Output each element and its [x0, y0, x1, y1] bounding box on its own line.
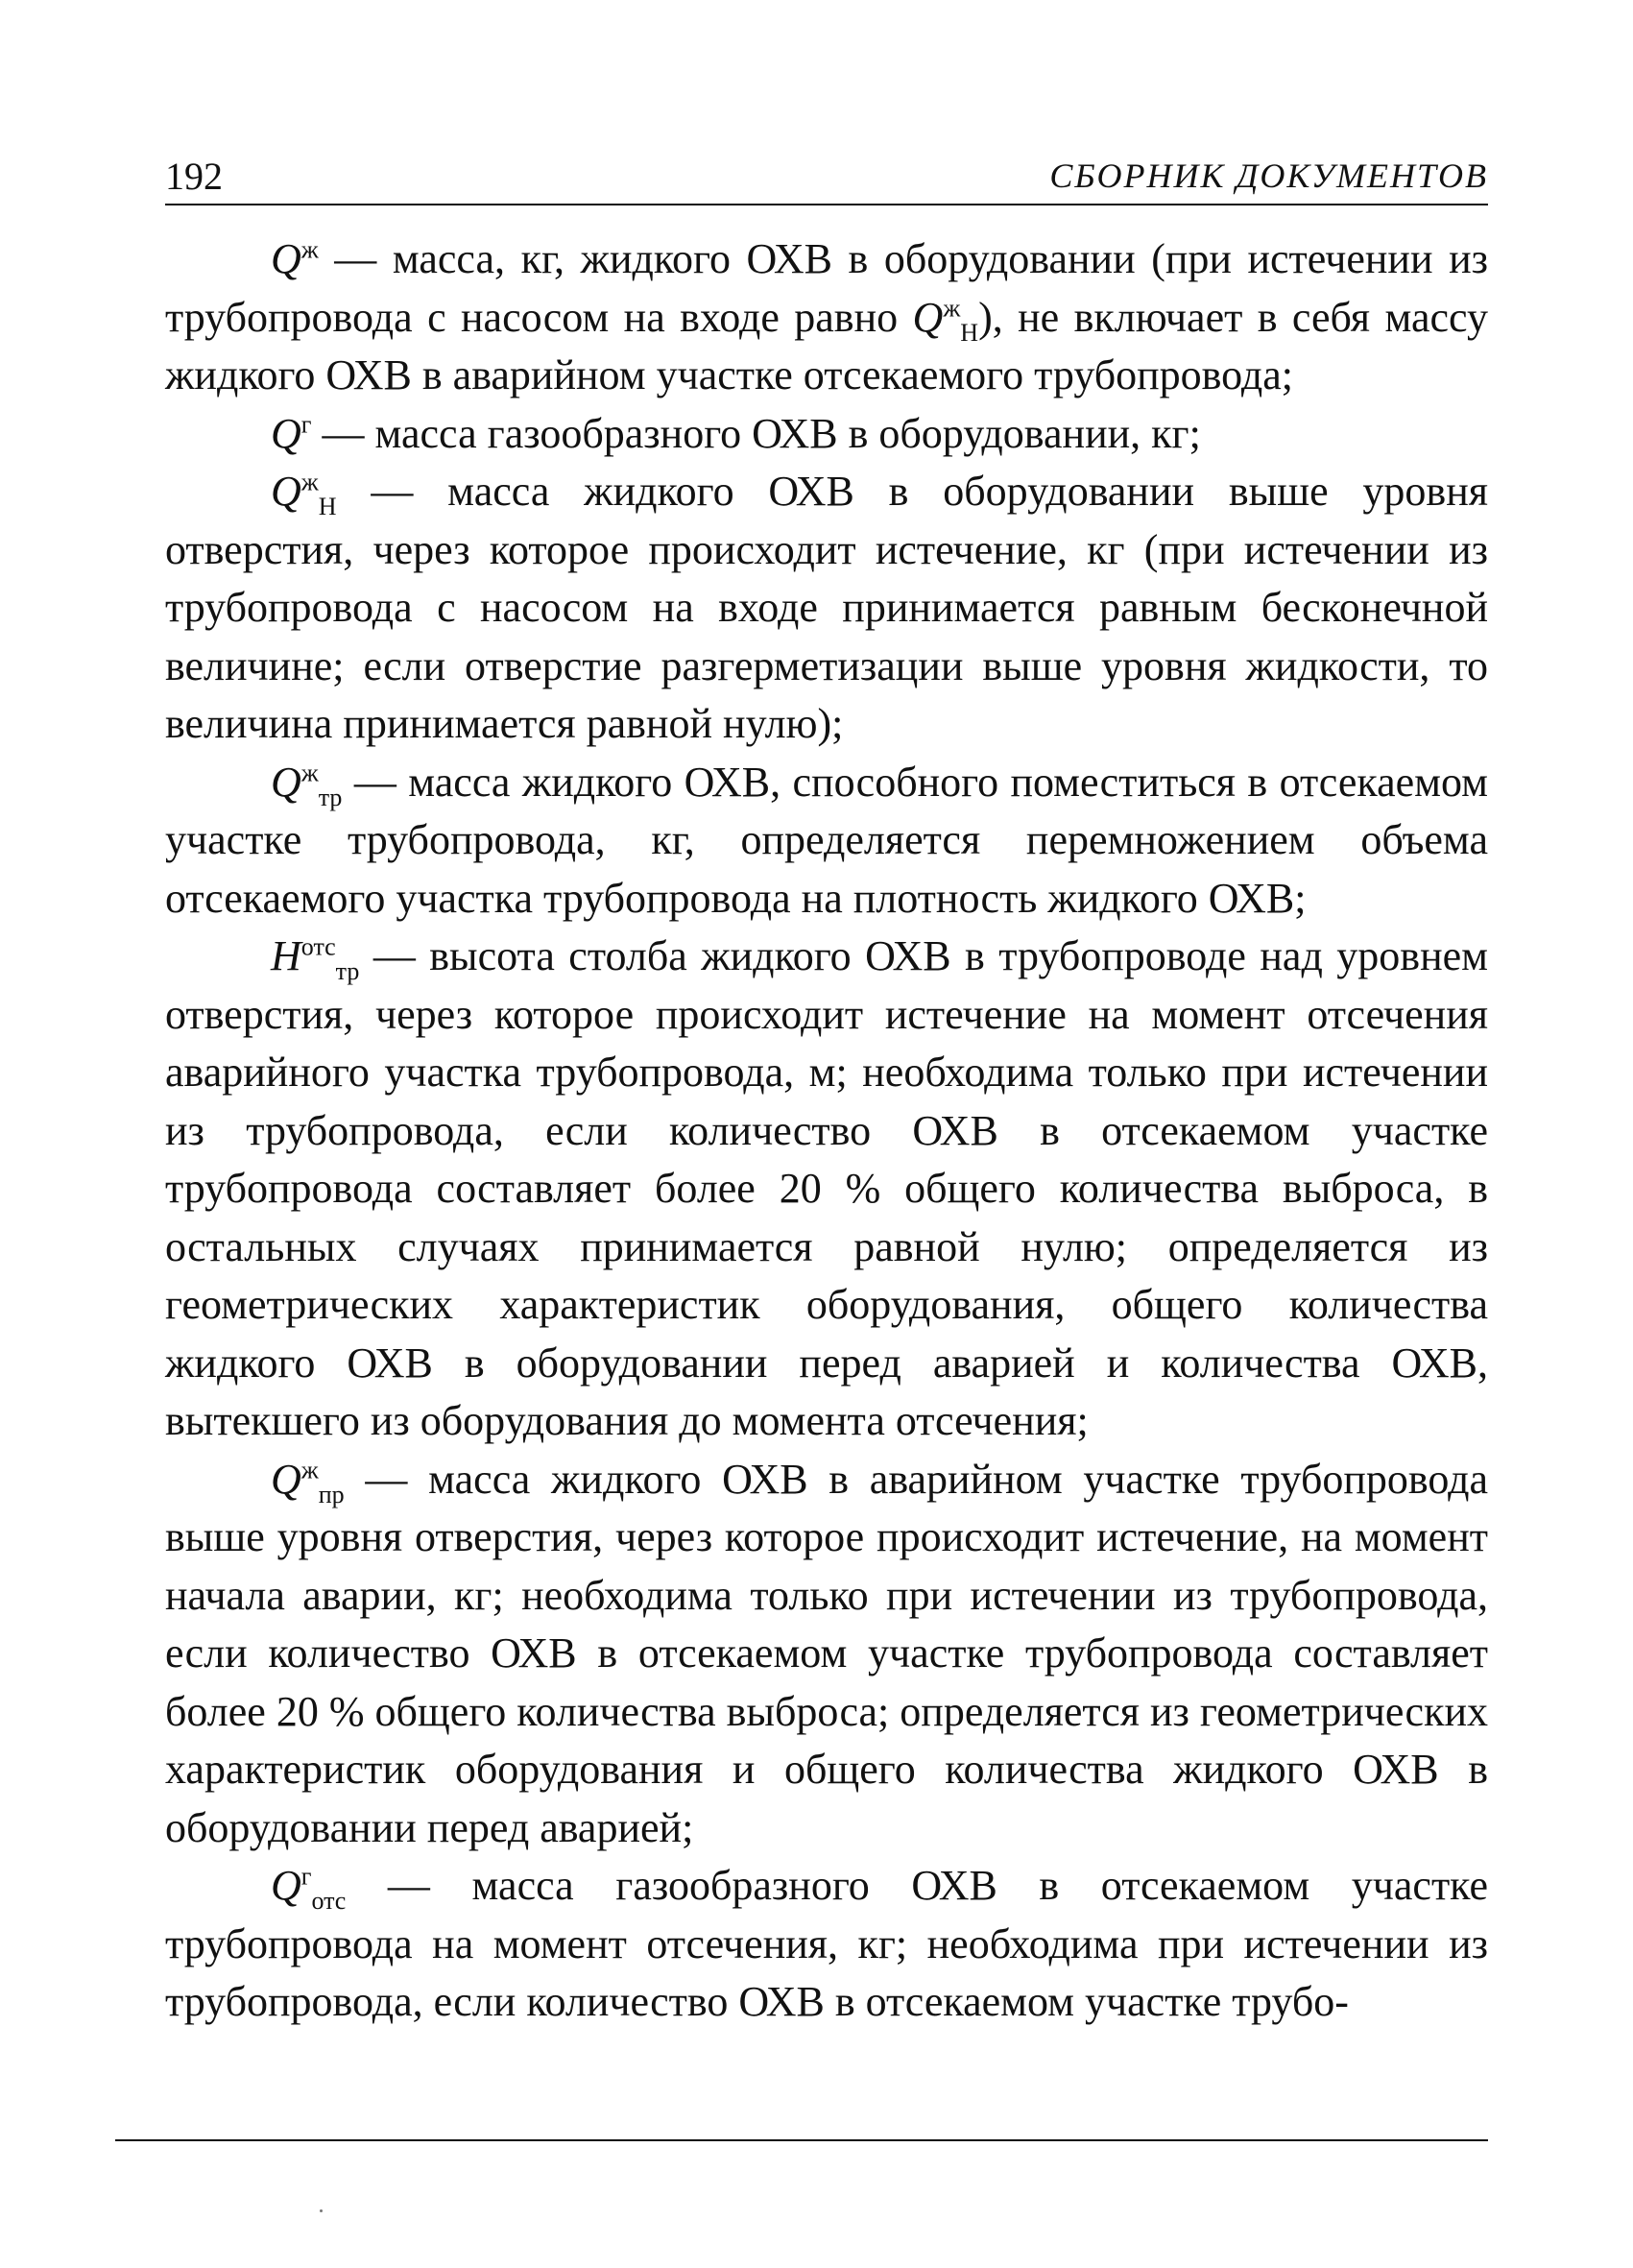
scan-speck — [320, 2209, 323, 2212]
definition-q-liquid — [165, 230, 1488, 405]
definition-q-liquid-n — [165, 463, 1488, 754]
definition-text: — масса жидкого ОХВ в оборудовании выше уровня отверстия, через которое происходит истечение, кг (при истечении из трубопровода с насосом на входе принимается равным бесконечной величине; если отверстие разгерметизации выше уровня жидкости, то величина принимается равной нулю); — [165, 468, 1488, 747]
footer-rule — [115, 2139, 1488, 2141]
symbol: Q — [271, 1862, 301, 1909]
symbol-sub: тр — [335, 956, 360, 985]
definition-q-gas-ots — [165, 1857, 1488, 2032]
page-header — [165, 144, 1488, 205]
inline-symbol-sub: Н — [960, 318, 979, 347]
document-body — [165, 230, 1488, 2032]
definition-text: — масса газообразного ОХВ в отсекаемом участке трубопровода на момент отсечения, кг; необходима при истечении из трубопровода, если количество ОХВ в отсекаемом участке трубо- — [165, 1862, 1488, 2025]
symbol: Q — [271, 235, 301, 282]
symbol-sup: ж — [300, 1455, 319, 1484]
symbol: H — [271, 932, 301, 979]
definition-text: — высота столба жидкого ОХВ в трубопроводе над уровнем отверстия, через которое происходит истечение на момент отсечения аварийного участка трубопровода, м; необходима только при истечении из трубопровода, если количество ОХВ в отсекаемом участке трубопровода составляет более 20 % общего количества выброса, в остальных случаях принимается равной нулю; определяется из геометрических характеристик оборудования, общего количества жидкого ОХВ в оборудовании перед аварией и количества ОХВ, вытекшего из оборудования до момента отсечения; — [165, 932, 1488, 1444]
definition-q-liquid-tr — [165, 754, 1488, 929]
symbol-sub: пр — [318, 1480, 345, 1508]
definition-text: — масса жидкого ОХВ в аварийном участке трубопровода выше уровня отверстия, через которое происходит истечение, на момент начала аварии, кг; необходима только при истечении из трубопровода, если количество ОХВ в отсекаемом участке трубопровода составляет более 20 % общего количества выброса; определяется из геометрических характеристик оборудования и общего количества жидкого ОХВ в оборудовании перед аварией; — [165, 1455, 1488, 1851]
inline-symbol-sup: ж — [943, 293, 961, 322]
definition-h-ots-tr — [165, 928, 1488, 1451]
symbol-sub: отс — [311, 1886, 347, 1915]
symbol-sup: отс — [300, 932, 336, 961]
definition-q-liquid-pr — [165, 1451, 1488, 1858]
symbol-sup: г — [300, 409, 312, 438]
inline-symbol: Q — [912, 293, 944, 341]
running-title: СБОРНИК ДОКУМЕНТОВ — [1049, 157, 1488, 195]
symbol: Q — [271, 758, 301, 806]
symbol-sub: Н — [318, 492, 337, 520]
definition-q-gas — [165, 405, 1488, 464]
definition-text: — масса, кг, жидкого ОХВ в оборудовании (при истечении из трубопровода с насосом на входе равно — [165, 235, 1488, 341]
symbol: Q — [271, 1455, 301, 1503]
definition-text-after: ), не включает в себя массу жидкого ОХВ в аварийном участке отсекаемого трубопровода; — [165, 293, 1489, 398]
symbol-sup: г — [300, 1862, 312, 1891]
page-number: 192 — [165, 155, 223, 198]
symbol-sup: ж — [300, 468, 319, 496]
symbol-sub: тр — [318, 783, 343, 811]
symbol-sup: ж — [300, 758, 319, 786]
symbol-sup: ж — [300, 235, 319, 264]
symbol: Q — [271, 409, 301, 457]
symbol: Q — [271, 468, 301, 515]
definition-text: — масса газообразного ОХВ в оборудовании, кг; — [311, 409, 1201, 457]
definition-text: — масса жидкого ОХВ, способного поместиться в отсекаемом участке трубопровода, кг, определяется перемножением объема отсекаемого участка трубопровода на плотность жидкого ОХВ; — [165, 758, 1488, 922]
